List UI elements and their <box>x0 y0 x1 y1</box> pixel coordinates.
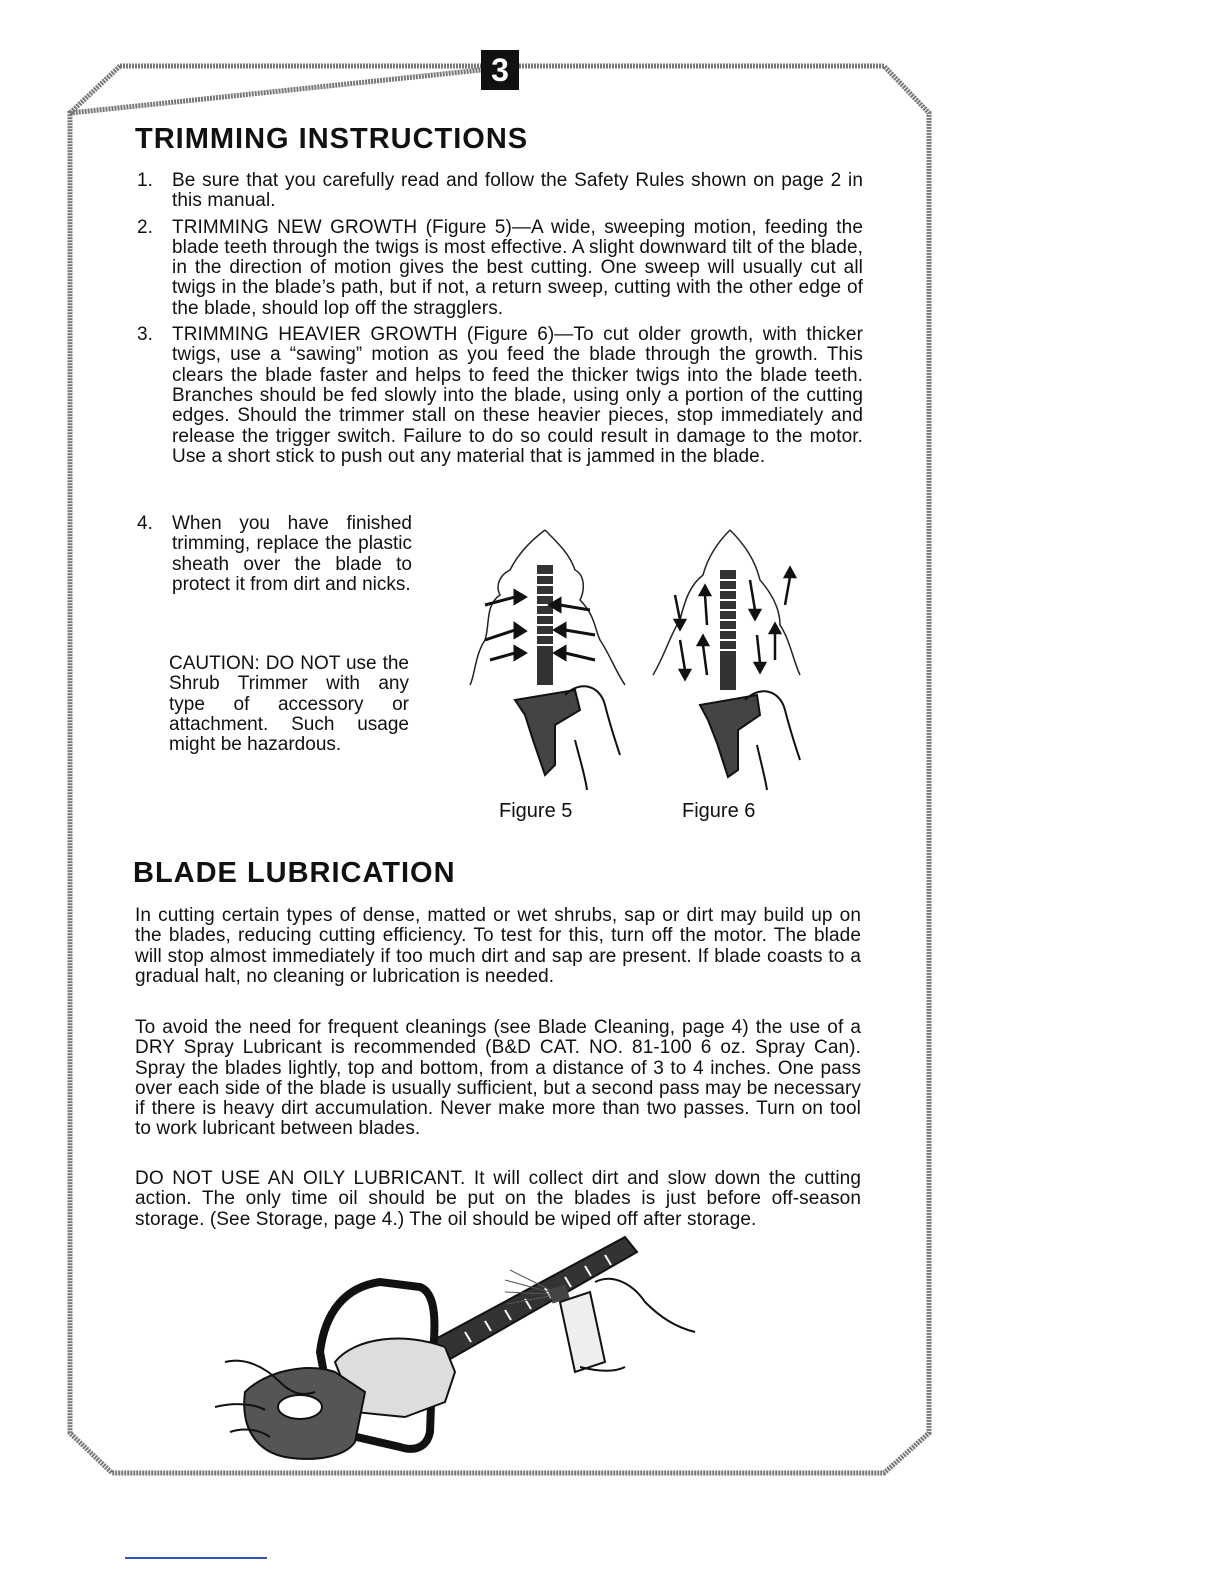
figure-5-illustration <box>455 525 635 795</box>
caution-note: CAUTION: DO NOT use the Shrub Trimmer with any type of accessory or attachment. Such usage might be hazardous. <box>169 653 409 756</box>
step-1 <box>137 171 863 212</box>
step-number: 2. <box>137 216 154 238</box>
figure-5-label: Figure 5 <box>499 800 573 822</box>
step-text: TRIMMING NEW GROWTH (Figure 5)—A wide, sweeping motion, feeding the blade teeth through the twigs is most effective. A slight downward tilt of the blade, in the direction of motion gives the best cutting. One sweep will usually cut all twigs in the blade’s path, but if not, a return sweep, cutting with the other edge of the blade, should lop off the stragglers. <box>172 216 863 319</box>
lubrication-paragraph-3: DO NOT USE AN OILY LUBRICANT. It will collect dirt and slow down the cutting action. The only time oil should be put on the blades is just before off-season storage. (See Storage, page 4.) The oil should be wiped off after storage. <box>135 1168 861 1230</box>
spray-lubricant-illustration <box>205 1232 705 1477</box>
lubrication-title: BLADE LUBRICATION <box>133 857 456 889</box>
spray-can <box>548 1285 605 1372</box>
trimmer-handle <box>700 695 760 777</box>
step-text: TRIMMING HEAVIER GROWTH (Figure 6)—To cut older growth, with thicker twigs, use a “sawing” motion as you feed the blade through the growth. This clears the blade faster and helps to feed the thicker twigs into the blade teeth. Branches should be fed slowly into the blade, using only a portion of the cutting edges. Should the trimmer stall on these heavier pieces, stop immediately and release the trigger switch. Failure to do so could result in damage to the motor. Use a short stick to push out any material that is jammed in the blade. <box>172 324 863 467</box>
step-text: Be sure that you carefully read and follow the Safety Rules shown on page 2 in this manual. <box>172 170 863 212</box>
step-3 <box>137 325 863 467</box>
step-4 <box>137 514 412 595</box>
step-number: 3. <box>137 324 154 346</box>
step-number: 4. <box>137 513 153 534</box>
step-number: 1. <box>137 170 154 191</box>
figure-6-label: Figure 6 <box>682 800 756 822</box>
lubrication-paragraph-1: In cutting certain types of dense, matted or wet shrubs, sap or dirt may build up on the blades, reducing cutting efficiency. To test for this, turn off the motor. The blade will stop almost immediately if too much dirt and sap are present. If blade coasts to a gradual halt, no cleaning or lubrication is needed. <box>135 905 861 987</box>
page-number-badge: 3 <box>481 50 519 90</box>
lubrication-paragraph-2: To avoid the need for frequent cleanings (see Blade Cleaning, page 4) the use of a DRY Spray Lubricant is recommended (B&D CAT. NO. 81-100 6 oz. Spray Can). Spray the blades lightly, top and bottom, from a distance of 3 to 4 inches. One pass over each side of the blade is usually sufficient, but a second pass may be necessary if there is heavy dirt accumulation. Never make more than two passes. Turn on tool to work lubricant between blades. <box>135 1017 861 1140</box>
figure-6-illustration <box>645 525 815 795</box>
step-text: When you have finished trimming, replace the plastic sheath over the blade to protect it from dirt and nicks. <box>172 513 412 595</box>
trimming-title: TRIMMING INSTRUCTIONS <box>135 123 529 155</box>
trimmer-handle <box>515 690 580 775</box>
trimmer-body <box>244 1282 455 1459</box>
trimming-steps <box>137 171 863 473</box>
footer-line <box>125 1557 267 1559</box>
step-2 <box>137 218 863 319</box>
